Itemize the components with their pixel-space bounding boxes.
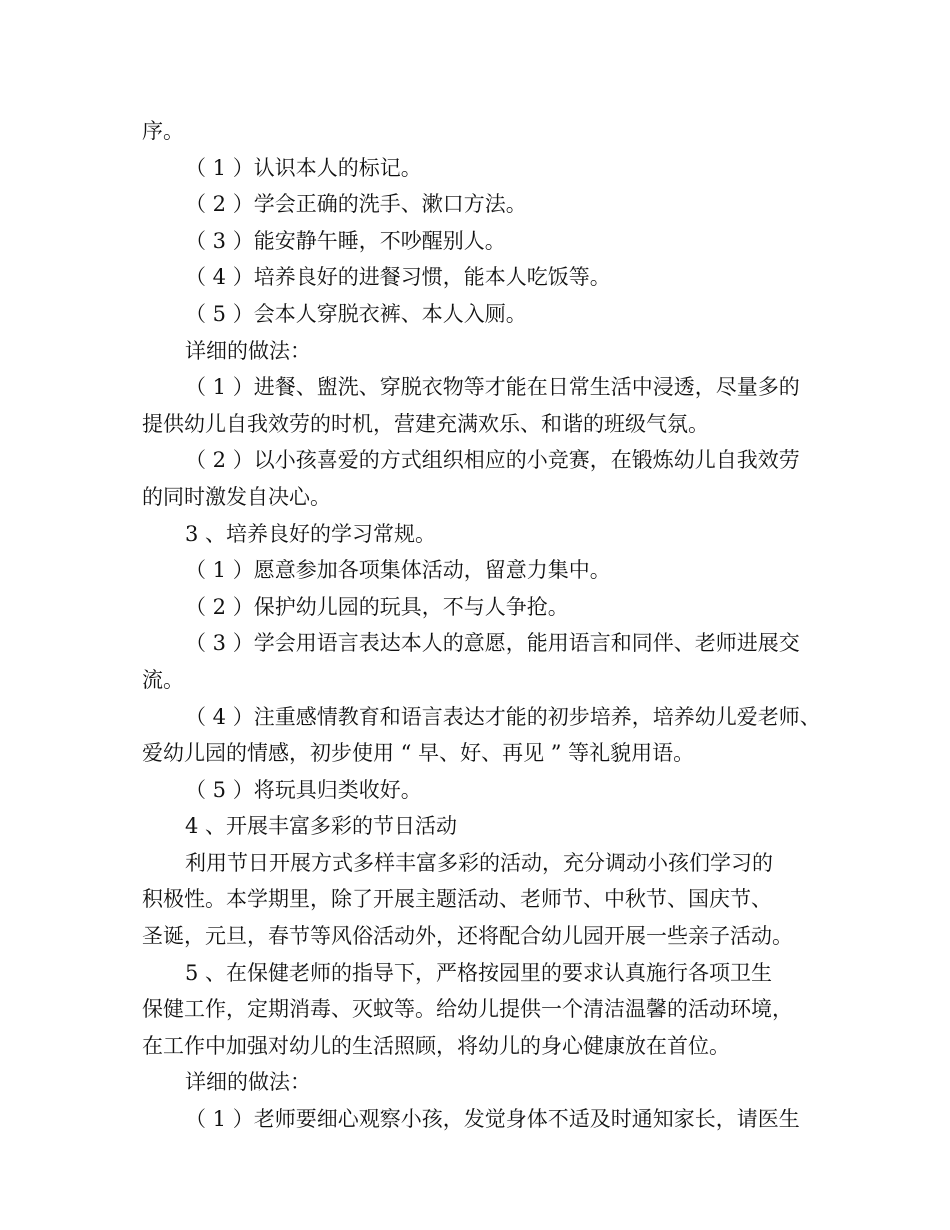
text-line: （ 1 ）认识本人的标记。: [185, 155, 422, 180]
text-line: （ 3 ）学会用语言表达本人的意愿，能用语言和同伴、老师进展交: [185, 631, 800, 656]
section-heading: 5 、在保健老师的指导下，严格按园里的要求认真施行各项卫生: [185, 960, 773, 985]
text-line: （ 4 ）培养良好的进餐习惯，能本人吃饭等。: [185, 265, 611, 290]
text-line: 积极性。本学期里，除了开展主题活动、老师节、中秋节、国庆节、: [142, 887, 772, 912]
text-line: （ 3 ）能安静午睡，不吵醒别人。: [185, 228, 506, 253]
text-line: （ 2 ）学会正确的洗手、漱口方法。: [185, 192, 527, 217]
text-line: （ 5 ）将玩具归类收好。: [185, 777, 422, 802]
text-line: 圣诞，元旦，春节等风俗活动外，还将配合幼儿园开展一些亲子活动。: [142, 924, 793, 949]
text-line: （ 1 ）愿意参加各项集体活动，留意力集中。: [185, 558, 611, 583]
section-heading: 详细的做法：: [185, 1070, 311, 1095]
text-line: （ 2 ）保护幼儿园的玩具，不与人争抢。: [185, 594, 569, 619]
section-heading: 详细的做法：: [185, 338, 311, 363]
section-heading: 4 、开展丰富多彩的节日活动: [185, 814, 458, 839]
text-line: （ 1 ）老师要细心观察小孩，发觉身体不适及时通知家长，请医生: [185, 1107, 800, 1132]
text-line: 爱幼儿园的情感，初步使用 “ 早、好、再见 ” 等礼貌用语。: [142, 741, 695, 766]
text-line: 序。: [142, 119, 184, 143]
text-line: （ 4 ）注重感情教育和语言表达才能的初步培养，培养幼儿爱老师、: [185, 704, 821, 729]
text-line: （ 5 ）会本人穿脱衣裤、本人入厕。: [185, 301, 527, 326]
text-line: 提供幼儿自我效劳的时机，营建充满欢乐、和谐的班级气氛。: [142, 411, 709, 436]
text-line: （ 2 ）以小孩喜爱的方式组织相应的小竞赛，在锻炼幼儿自我效劳: [185, 448, 800, 473]
text-line: （ 1 ）进餐、盥洗、穿脱衣物等才能在日常生活中浸透，尽量多的: [185, 375, 800, 400]
text-line: 利用节日开展方式多样丰富多彩的活动，充分调动小孩们学习的: [185, 850, 773, 875]
text-line: 流。: [142, 667, 184, 692]
text-line: 在工作中加强对幼儿的生活照顾，将幼儿的身心健康放在首位。: [142, 1033, 730, 1058]
section-heading: 3 、培养良好的学习常规。: [185, 521, 437, 546]
text-line: 的同时激发自决心。: [142, 484, 331, 509]
text-line: 保健工作，定期消毒、灭蚊等。给幼儿提供一个清洁温馨的活动环境，: [142, 997, 793, 1022]
document-body: [142, 113, 821, 1138]
